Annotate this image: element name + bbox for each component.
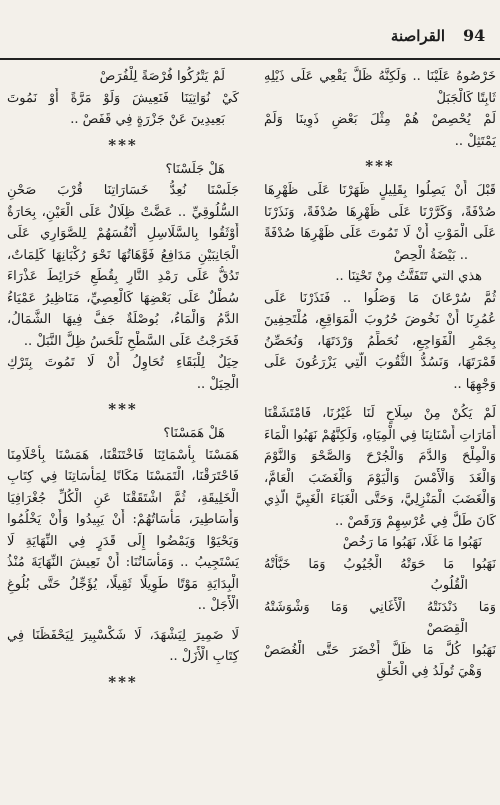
poem-line: قَمْرَتَهَا، وَنَسُدُّ الثُّقُوبَ الَّتِي يَزْرَعُونَ عَلَى [264, 355, 496, 370]
running-title: القراصنة [390, 27, 445, 45]
section-divider: *** [365, 157, 395, 175]
poem-line: عُمُرِنَا أَنْ نَخُوضَ حُرُوبَ الْمَوَاقِعِ، مُلْتَحِفِينَ [264, 312, 496, 327]
poem-line: قَبْلَ أَنْ يَصِلُوا بِقَلِيلٍ ظَهَرْنَا عَلَى ظَهْرِهَا [264, 183, 496, 198]
poem-line: الْأَجَلْ .. [197, 598, 239, 613]
page-number: 94 [463, 26, 486, 45]
section-divider: *** [108, 400, 138, 418]
poem-line: فَخَرَجْتُ عَلَى السَّطْحِ نَلْحَسُ ظِلَّ النَّبَلْ .. [23, 333, 239, 349]
poem-line: وَالْغَدَ وَالْأَمْسَ وَالْيَوْمَ وَالْغَضَبَ الْعَامَّ، [264, 470, 496, 486]
poem-line: الْحِيَلْ .. [196, 376, 239, 392]
poem-line: الْقُلُوبُ [430, 578, 468, 593]
poem-line: الْخَلِيقَةِ، ثُمَّ اشْتَقَقْنَا عَنِ الْكُلِّ جُغْرَافِيَا [7, 490, 239, 506]
poem-line: وَأَسَاطِيرَ، مَأْسَاتُهُمْ: أَنْ يَبِيدُوا وَأَنْ يَخْلُمُوا [7, 512, 239, 527]
poem-line: يَسْتَجِيبُ .. وَمَأْسَاتُنَا: أَنْ نَعِيشَ النِّهَايَةَ مُنْذُ [7, 555, 239, 570]
section-divider: *** [108, 672, 138, 691]
poem-line: وَالْغَضَبَ الْمَنْزِلِيَّ، وَحَتَّى الْغَبَاءَ الْغَبِيَّ الَّذِي [264, 492, 496, 507]
poem-line: لَمْ يُحْصِصْ هُمْ مِثْلَ بَعْضِ ذَوِينَا وَلَمْ [264, 112, 496, 127]
page-header [0, 0, 500, 52]
poem-line: خَرْصُوهُ عَلَيْنَا .. وَلَكِنَّهُ ظَلَّ يَقْعِي عَلَى ذَيْلِهِ [264, 69, 496, 84]
poem-line: يَمْتَثِلْ .. [454, 133, 496, 149]
left-column [7, 66, 239, 696]
poem-line: نَهَبُوا مَا غَلَا، نَهَبُوا مَا رَخُصْ [342, 535, 482, 550]
poem-line: نَهَبُوا مَا حَوَتْهُ الْجُيُوبُ وَمَا خَبَّأَتْهُ [264, 556, 496, 572]
header-rule [0, 58, 500, 60]
poem-line: عَلَى الْمَوْتِ أَنْ لَا تَمُوتَ عَلَى ظَهْرِهَا صُدْفَةً [264, 226, 496, 241]
poem-line: كِتَابِ الْأَزَلْ .. [169, 649, 239, 664]
poem-line: نَهَبُوا كُلَّ مَا ظَلَّ أَخْضَرَ حَتَّى الْغُصَصْ [264, 642, 496, 658]
poem-line: هَلْ جَلَسْنَا؟ [165, 161, 225, 177]
poem-line: الْبِدَايَةِ مَوْتًا طَوِيلًا ثَقِيلًا، يُؤَجِّلُ حَتَّى بُلُوغِ [7, 576, 239, 592]
section-divider: *** [108, 135, 138, 154]
poem-line: بِجَمْرِ الْفَوَاجِعِ، نُحَطِّمُ وَرْدَتَهَا، وَنُحَصِّنُ [264, 333, 496, 349]
right-column [264, 66, 496, 683]
poem-line: بَعِيدِينَ عَنْ جَزْرَةٍ فِي قَفَصْ .. [70, 112, 225, 127]
poem-line: هذي التي تَتَفَتَّتُ مِنْ تَحْتِنَا .. [335, 269, 482, 284]
poem-line: وَيَحْيَوْا وَيَمْضُوا إِلَى قَدَرٍ فِي النِّهَايَةِ لَا [7, 533, 239, 549]
poem-line: الدَّمُ وَالْمَاءُ، بُوصْلَةٌ جَفَّ فِيهَا الشَّمَالُ، [7, 312, 239, 327]
poem-line: جَلَسْنَا نُعِدُّ خَسَارَاتِنَا قُرْبَ صَحْنِ [7, 183, 239, 198]
poem-line: وَمَا دَنْدَنَتْهُ الْأَغَانِي وَمَا وَشْوَشَتْهُ [264, 599, 496, 615]
poem-line: أَوْثَقُوا بِالسَّلَاسِلِ أَنْفُسَهُمْ لِلصَّوَارِي عَلَى [7, 226, 239, 241]
poem-line: وَجْهِهَا .. [453, 376, 496, 392]
poem-line: حِيَلٌ لِلْبَقَاءِ تُحَاوِلُ أَنْ لَا تَمُوتَ بِتَرْكِ [7, 355, 239, 370]
poem-line: هَمَسْنَا بِأَسْمَائِنَا فَاخْتَنَقْنَا، هَمَسْنَا بِأَحْلَامِنَا [7, 447, 239, 463]
poem-line: لَا ضَمِيرَ لِيَشْهَدَ، لَا شَكْسْبِيرَ لِيَحْفَظَنَا فِي [7, 627, 239, 643]
poem-line: لَمْ يَكُنْ مِنْ سِلَاحٍ لَنَا غَيْرُنَا، فَامْتَشَقْنَا [264, 406, 496, 421]
poem-line: هَلْ هَمَسْنَا؟ [163, 426, 225, 441]
poem-line: وَالْمِلْحَ وَالدَّمَ وَالْجُرْحَ وَالصَّحْوَ وَالنَّوْمَ [264, 449, 496, 464]
poem-line: تَدُقُّ عَلَى رَمْدِ النَّارِ بِقُطَعِ خَرَائِطَ عَذْرَاءَ [7, 269, 239, 284]
poem-line: ثَابِتًا كَالْجَبَلْ [436, 90, 496, 106]
poem-line: الْجَانِبَيْنِ مَدَافِعُ فَوَّهَاتُهَا نَحْوَ رُكْبَانِهَا كَلِمَاتٌ، [7, 247, 239, 263]
poem-line: كَانَ طَلَّ فِي عُرْسِهِمْ وَرَقَصْ .. [334, 513, 496, 529]
poem-line: سُطْلٌ عَلَى بَعْضِهَا كَالْعِصِيِّ، مَنَاظِيرُ عَمْيَاءُ [7, 290, 239, 306]
poem-line: فَاحْتَرَقْنَا، الْتَمَسْنَا مَكَانًا لِمَأْسَاتِنَا فِي كِتَابِ [7, 469, 239, 484]
poem-line: الْقِصَصْ [426, 621, 468, 636]
poem-line: صُدْفَةً، وَكَرَّرْنَا عَلَى ظَهْرِهَا صُدْفَةً، وَنَذَرْنَا [264, 204, 496, 220]
poem-line: كَيْ نُوَاتِيَنَا فَنَعِيشَ وَلَوْ مَرَّةً أَوْ نَمُوتَ [7, 90, 239, 106]
poem-line: .. بَيْضَةُ الْحِصْ [393, 247, 468, 263]
poem-line: ثُمَّ سُرْعَانَ مَا وَصَلُوا .. فَنَذَرْنَا عَلَى [264, 290, 496, 306]
poem-line: وَهْيَ تُولَدُ فِي الْحَلْقِ [376, 664, 482, 679]
poem-line: السُّلُوقِيِّ .. عَضَّتْ ظِلَالٌ عَلَى الْعَيْنِ، بِحَارَةٌ [7, 204, 239, 220]
poem-line: أَمَارَاتِ أَسْنَانِنَا فِي الْمِيَاهِ، وَلَكِنَّهُمْ نَهَبُوا الْمَاءَ [264, 427, 496, 443]
poem-line: لَمْ يَتْرُكُوا فُرْصَةً لِلْفُرَصْ [99, 69, 225, 84]
